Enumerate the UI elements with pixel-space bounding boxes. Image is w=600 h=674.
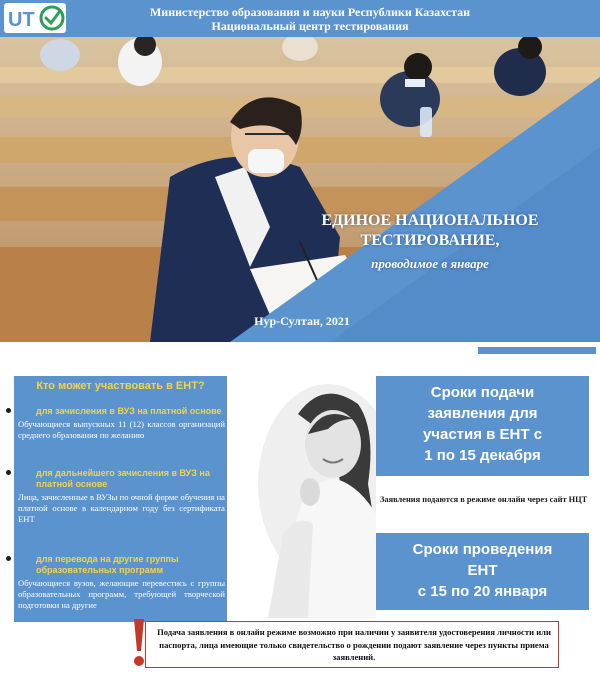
eligibility-panel	[14, 376, 227, 622]
ministry-header	[0, 0, 600, 37]
bullet-icon	[6, 470, 11, 475]
smiling-woman-photo	[228, 374, 376, 618]
deadline-line2: заявления для	[427, 405, 538, 422]
deadline-line1: Сроки подачи	[430, 384, 535, 401]
warning-text: Подача заявления в онлайн режиме возможно при наличии у заявителя удостоверения личности или паспорта, лица имеющие только свидетельство о рождении подают заявление через пункты приема заявлений.	[157, 627, 551, 662]
eligibility-title: Кто может участвовать в ЕНТ?	[36, 380, 205, 392]
warning-notice	[145, 621, 559, 668]
eligibility-item-head: для зачисления в ВУЗ на платной основе	[36, 406, 222, 416]
eligibility-item-body: Лица, зачисленные в ВУЗы по очной форме обучения на платной основе в календарном году без сертификата ЕНТ	[18, 492, 225, 524]
decorative-strip	[478, 347, 596, 354]
bullet-icon	[6, 556, 11, 561]
eligibility-item-body: Обучающиеся вузов, желающие перевестись с группы образовательных программ, требующей творческой подготовки на другие	[18, 578, 225, 610]
period-line3: с 15 по 20 января	[417, 583, 548, 600]
period-line2: ЕНТ	[467, 562, 498, 579]
utc-logo	[4, 3, 66, 33]
hero-title-line2: ТЕСТИРОВАНИЕ,	[360, 232, 500, 249]
eligibility-item-body: Обучающиеся выпускных 11 (12) классов организаций среднего образования по желанию	[18, 419, 225, 440]
eligibility-item	[18, 554, 225, 611]
hero-title-line1: ЕДИНОЕ НАЦИОНАЛЬНОЕ	[321, 212, 539, 229]
eligibility-item	[18, 468, 225, 525]
center-name: Национальный центр тестирования	[211, 19, 409, 33]
city-year: Нур-Султан, 2021	[254, 314, 350, 328]
ministry-name: Министерство образования и науки Республики Казахстан	[149, 5, 471, 19]
exam-period-box	[376, 533, 589, 610]
deadline-line4: 1 по 15 декабря	[424, 447, 541, 464]
online-application-note: Заявления подаются в режиме онлайн через сайт НЦТ	[380, 495, 588, 504]
svg-text:UT: UT	[8, 9, 35, 31]
application-deadline-box	[376, 376, 589, 476]
eligibility-item	[18, 406, 225, 441]
period-line1: Сроки проведения	[412, 541, 553, 558]
exclamation-icon	[128, 617, 150, 669]
bullet-icon	[6, 408, 11, 413]
hero-subtitle: проводимое в январе	[371, 256, 489, 271]
deadline-line3: участия в ЕНТ с	[422, 426, 543, 443]
students-exam-photo	[0, 37, 600, 342]
hero-title	[300, 211, 560, 251]
eligibility-item-head: для перевода на другие группы образовательных программ	[36, 554, 179, 575]
ministry-heading	[130, 5, 490, 33]
eligibility-item-head: для дальнейшего зачисления в ВУЗ на платной основе	[36, 468, 210, 489]
